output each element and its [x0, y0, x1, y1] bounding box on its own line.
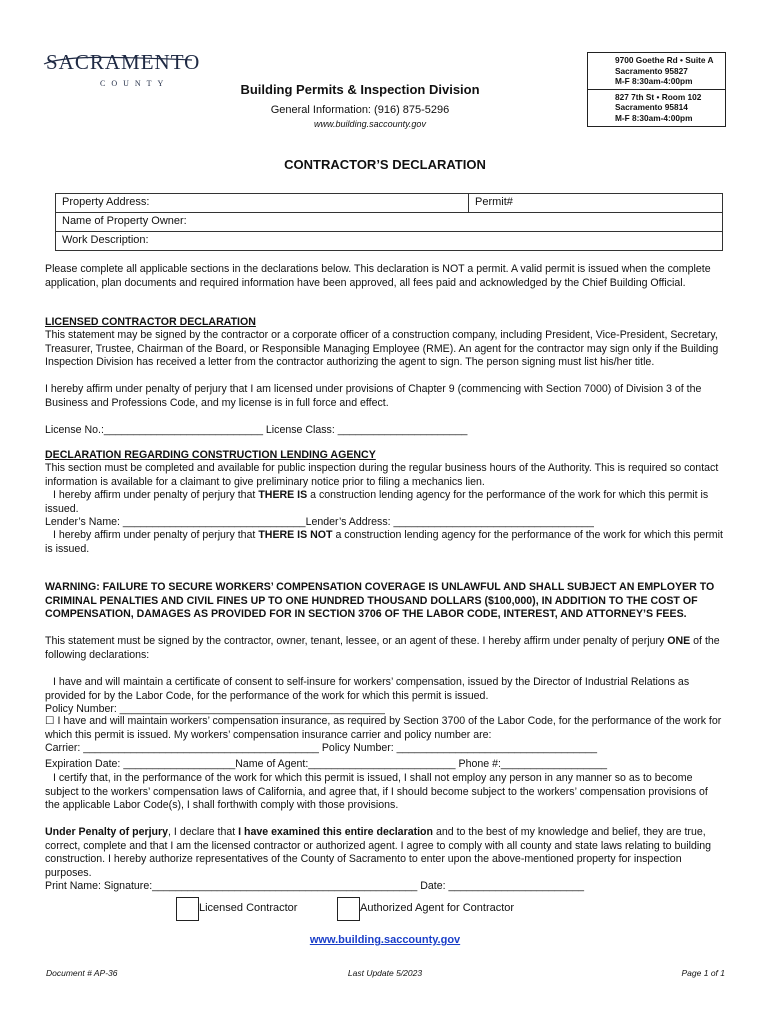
authorized-agent-checkbox-row[interactable] — [337, 897, 514, 921]
office2-hours: M-F 8:30am-4:00pm — [615, 112, 693, 123]
signature-line[interactable]: Print Name: Signature:_____________________________________________ Date: _______________________ — [45, 880, 585, 892]
address-divider — [588, 89, 725, 90]
property-owner-field[interactable]: Name of Property Owner: — [56, 213, 723, 232]
workers-comp-warning: WARNING: FAILURE TO SECURE WORKERS’ COMPENSATION COVERAGE IS UNLAWFUL AND SHALL SUBJECT AN EMPLOYER TO CRIMINAL PENALTIES AND CIVIL FINES UP TO ONE HUNDRED THOUSAND DOLLARS ($100,000), IN ADDITION TO THE COST OF COMPENSATION, DAMAGES AS PROVIDED FOR IN SECTION 3706 OF THE LABOR CODE, INTEREST, AND ATTORNEY’S FEES. — [45, 581, 715, 621]
office2-line2: Sacramento 95814 — [615, 102, 688, 112]
general-info: General Information: (916) 875-5296 — [270, 104, 450, 116]
office1-hours: M-F 8:30am-4:00pm — [615, 76, 693, 86]
lending-heading: DECLARATION REGARDING CONSTRUCTION LENDING AGENCY — [45, 449, 376, 461]
policy-number-line[interactable]: Policy Number: _____________________________________________ — [45, 703, 385, 715]
self-insure-option[interactable]: I have and will maintain a certificate of consent to self-insure for workers’ compensation, issued by the Director of Industrial Relations as provided for by the Labor Code, for the performance of the work for which this permit is issued. — [45, 676, 690, 702]
website-link[interactable]: www.building.saccounty.gov — [309, 934, 461, 946]
last-update: Last Update 5/2023 — [347, 968, 423, 978]
carrier-line[interactable]: Carrier: ________________________________________ Policy Number: __________________________________ — [45, 742, 597, 754]
license-number-line[interactable]: License No.:___________________________ License Class: ______________________ — [45, 424, 468, 436]
page-number: Page 1 of 1 — [681, 968, 725, 978]
authorized-agent-checkbox[interactable] — [337, 897, 360, 921]
office1-line2: Sacramento 95827 — [615, 65, 688, 76]
office1-line1: 9700 Goethe Rd • Suite A — [615, 55, 714, 65]
licensed-affirm: I hereby affirm under penalty of perjury that I am licensed under provisions of Chapter 9 (commencing with Section 7000) of Division 3 of the Business and Professions Code, and my license is in full force and effect. — [45, 383, 702, 409]
licensed-heading: LICENSED CONTRACTOR DECLARATION — [45, 316, 256, 328]
expiration-line[interactable]: Expiration Date: ___________________Name of Agent:_________________________ Phone #:__________________ — [45, 758, 607, 770]
office-address-box — [587, 52, 726, 127]
checkbox-icon[interactable]: ☐ — [45, 715, 55, 727]
work-description-field[interactable]: Work Description: — [56, 232, 723, 251]
licensed-contractor-checkbox[interactable] — [176, 897, 199, 921]
permit-number-field[interactable]: Permit# — [469, 194, 723, 213]
page-title: CONTRACTOR’S DECLARATION — [284, 157, 486, 172]
authorized-agent-label: Authorized Agent for Contractor — [360, 902, 515, 915]
property-address-field[interactable]: Property Address: — [56, 194, 469, 213]
lending-is-not-statement[interactable]: I hereby affirm under penalty of perjury that THERE IS NOT a construction lending agency for the performance of the work for which this permit is issued. — [45, 529, 723, 555]
workers-comp-statement: This statement must be signed by the contractor, owner, tenant, lessee, or an agent of these. I hereby affirm under penalty of perjury ONE of the following declarations: — [45, 635, 720, 661]
logo-sub-text: COUNTY — [100, 79, 170, 88]
licensed-contractor-checkbox-row[interactable] — [176, 897, 297, 921]
division-title: Building Permits & Inspection Division — [240, 82, 480, 97]
lending-is-statement[interactable]: I hereby affirm under penalty of perjury that THERE IS a construction lending agency for the performance of the work for which this permit is issued. — [45, 489, 709, 515]
logo-main-text: SACRAMENTO — [46, 50, 201, 74]
footer-website[interactable] — [0, 934, 770, 948]
document-number: Document # AP-36 — [46, 968, 118, 978]
intro-paragraph: Please complete all applicable sections in the declarations below. This declaration is NOT a permit. A valid permit is issued when the complete application, plan documents and required information have been approved, all fees paid and acknowledged by the Chief Building Official. — [45, 263, 711, 289]
office2-line1: 827 7th St • Room 102 — [615, 91, 702, 102]
exempt-option[interactable]: I certify that, in the performance of the work for which this permit is issued, I shall not employ any person in any manner so as to become subject to the workers’ compensation laws of California, and agree that, if I should become subject to the workers’ compensation provisions of the applicable Labor Code(s), I shall forthwith comply with those provisions. — [45, 772, 708, 812]
penalty-statement: Under Penalty of perjury, I declare that I have examined this entire declaration and to the best of my knowledge and belief, they are true, correct, complete and that I am the licensed contractor or authorized agent. I agree to comply with all county and state laws relating to building construction. I hereby authorize representatives of the County of Sacramento to enter upon the above-mentioned property for inspection purposes. — [45, 826, 712, 879]
property-info-table — [55, 193, 723, 251]
licensed-contractor-label: Licensed Contractor — [199, 902, 298, 915]
website-small: www.building.saccounty.gov — [314, 119, 426, 129]
licensed-body: This statement may be signed by the contractor or a corporate officer of a construction company, including President, Vice-President, Secretary, Treasurer, Trustee, Chairman of the Board, or Responsible Managing Employee (RME). An agent for the contractor may sign only if the Building Inspection Division has received a letter from the contractor authorizing the agent to sign. The person signing must list his/her title. — [45, 329, 719, 369]
lender-name-line[interactable]: Lender’s Name: _______________________________Lender’s Address: __________________________________ — [45, 516, 594, 528]
lending-body: This section must be completed and available for public inspection during the regular business hours of the Authority. This is required so contact information is available for a claimant to give preliminary notice prior to filing a mechanics lien. — [45, 462, 719, 488]
insurance-option[interactable]: ☐ I have and will maintain workers’ compensation insurance, as required by Section 3700 of the Labor Code, for the performance of the work for which this permit is issued. My workers’ compensation insurance carrier and policy number are: — [45, 715, 722, 741]
